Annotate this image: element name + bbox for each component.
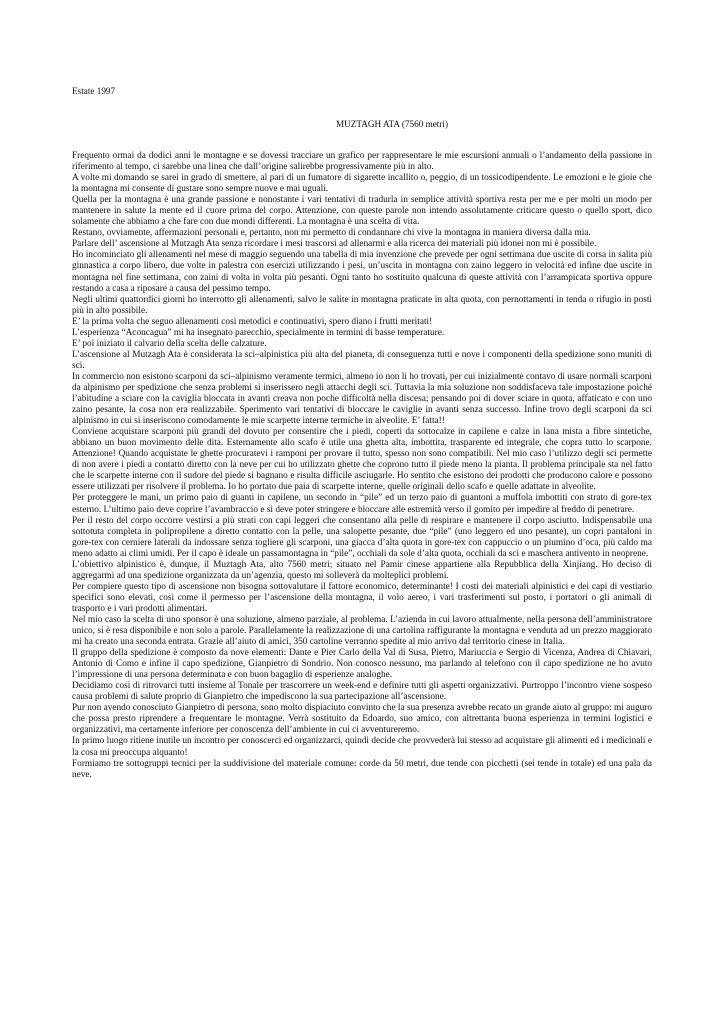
paragraph: Per proteggere le mani, un primo paio di guanti in capilene, un secondo in “pile” ed un terzo paio di guantoni a muffola imbottiti con strato di gore-tex esterno. L’ultimo paio deve coprire l’avambraccio e si deve poter stringere e bloccare alle estremità verso il gomito per impedire al freddo di penetrare. [72, 493, 652, 515]
paragraph: Restano, ovviamente, affermazioni personali e, pertanto, non mi permetto di condannare chi vive la montagna in maniera diversa dalla mia. [72, 228, 591, 239]
paragraph: Conviene acquistare scarponi più grandi del dovuto per consentire che i piedi, coperti da sottocalze in capilene e calze in lana mista a fibre sintetiche, abbiano un buon movimento delle dita. Esternamente allo scafo è utile una ghetta alta, imbottita, trasparente ed integrale, che copra tutto lo scarpone. Attenzione! Quando acquistate le ghette procuratevi i ramponi per provare il tutto, spesso non sono compatibili. Nel mio caso l’utilizzo degli sci permette di non avere i piedi a contatto diretto con la neve per cui ho utilizzato ghette che coprono tutto il piede meno la pianta. Il problema principale sta nel fatto che le scarpette interne con il sudore del piede si bagnano e risulta difficile asciugarle. Ho sentito che esistono dei prodotti che producono calore e possono essere utilizzati per risolvere il problema. Io ho portato due paia di scarpette interne, quelle originali dello scafo e quelle adattate in alveolite. [72, 427, 652, 493]
paragraph: Formiamo tre sottogruppi tecnici per la suddivisione del materiale comune: corde da 50 metri, due tende con picchetti (sei tende in totale) ed una pala da neve. [72, 758, 652, 780]
body-text [72, 151, 652, 781]
paragraph: Parlare dell’ ascensione al Mutzagh Ata senza ricordare i mesi trascorsi ad allenarmi e alla ricerca dei materiali più idonei non mi è possibile. [72, 239, 597, 250]
paragraph: Pur non avendo conosciuto Gianpietro di persona, sono molto dispiaciuto convinto che la sua presenza avrebbe recato un grande aiuto al gruppo: mi auguro che possa presto riprendere a frequentare le montagne. Verrà sostituito da Edoardo, suo amico, con altrettanta buona esperienza in termini logistici e organizzativi, ma certamente inferiore per conoscenza dell’ambiente in cui ci avventureremo. [72, 703, 652, 736]
paragraph: L’esperienza “Aconcagua” mi ha insegnato parecchio, specialmente in termini di basse temperature. [72, 327, 445, 338]
paragraph: E’ poi iniziato il calvario della scelta delle calzature. [72, 338, 267, 349]
paragraph: In primo luogo ritiene inutile un incontro per conoscerci ed organizzarci, quindi decide che provvederà lui stesso ad acquistare gli alimenti ed i medicinali e la cosa mi preoccupa alquanto! [72, 736, 652, 758]
paragraph: In commercio non esistono scarponi da sci–alpinismo veramente termici, almeno io non li ho trovati, per cui inizialmente contavo di usare normali scarponi da alpinismo per spedizione che senza problemi si inserissero negli attacchi degli sci. Tuttavia la mia soluzione non soddisfaceva tale impostazione poiché l’abitudine a sciare con la caviglia bloccata in avanti creava non poche difficoltà nella discesa; pensando poi di dover sciare in quota, affaticato e con uno zaino pesante, la cosa non era realizzabile. Sperimento vari tentativi di bloccare le caviglie in avanti senza successo. Infine trovo degli scarponi da sci alpinismo in cui si inseriscono comodamente le mie scarpette interne termiche in alveolite. E’ fatta!! [72, 371, 652, 427]
paragraph: A volte mi domando se sarei in grado di smettere, al pari di un fumatore di sigarette incallito o, peggio, di un tossicodipendente. Le emozioni e le gioie che la montagna mi consente di gustare sono sempre nuove e mai uguali. [72, 173, 652, 195]
header-date: Estate 1997 [72, 86, 116, 96]
paragraph: Per compiere questo tipo di ascensione non bisogna sottovalutare il fattore economico, determinante! I costi dei materiali alpinistici e dei capi di vestiario specifici sono elevati, così come il permesso per l’ascensione della montagna, il volo aereo, i vari trasferimenti sul posto, i portatori o gli animali di trasporto e i vari prodotti alimentari. [72, 581, 652, 614]
document-title: MUZTAGH ATA (7560 metri) [335, 119, 449, 129]
paragraph: Negli ultimi quattordici giorni ho interrotto gli allenamenti, salvo le salite in montagna praticate in alta quota, con pernottamenti in tenda o rifugio in posti più in alto possibile. [72, 294, 652, 316]
paragraph: Quella per la montagna è una grande passione e nonostante i vari tentativi di tradurla in semplice attività sportiva resta per me e per molti un modo per mantenere in salute la mente ed il cuore prima del corpo. Attenzione, con queste parole non intendo assolutamente criticare questo o quello sport, dico solamente che abbiamo a che fare con due mondi differenti. La montagna è una scelta di vita. [72, 195, 652, 228]
paragraph: Il gruppo della spedizione è composto da nove elementi: Dante e Pier Carlo della Val di Susa, Pietro, Mariuccia e Sergio di Vicenza, Andrea di Chiavari, Antonio di Como e infine il capo spedizione, Gianpietro di Sondrio. Non conosco nessuno, ma parlando al telefono con il capo spedizione ne ho avuto l’impressione di una persona determinata e con buon bagaglio di esperienze analoghe. [72, 648, 652, 681]
paragraph: Frequento ormai da dodici anni le montagne e se dovessi tracciare un grafico per rappresentare le mie escursioni annuali o l’andamento della passione in riferimento al tempo, ci sarebbe una linea che dall’origine salirebbe progressivamente più in alto. [72, 151, 652, 173]
paragraph: Ho incominciato gli allenamenti nel mese di maggio seguendo una tabella di mia invenzione che prevede per ogni settimana due uscite di corsa in salita più ginnastica a corpo libero, due volte in palestra con esercizi utilizzando i pesi, un’uscita in montagna con zaino leggero in velocità ed infine due uscite in montagna nel fine settimana, con zaini di volta in volta più pesanti. Ogni tanto ho sostituito qualcuna di queste attività con l’arrampicata sportiva oppure restando a casa a riposare a causa del pessimo tempo. [72, 250, 652, 294]
paragraph: Decidiamo così di ritrovarci tutti insieme al Tonale per trascorrere un week-end e definire tutti gli aspetti organizzativi. Purtroppo l’incontro viene sospeso causa problemi di salute proprio di Gianpietro che impediscono la sua partecipazione all’ascensione. [72, 681, 652, 703]
paragraph: L’ascensione al Mutzagh Ata è considerata la sci–alpinistica più alta del pianeta, di conseguenza tutti e nove i componenti della spedizione sono muniti di sci. [72, 349, 652, 371]
paragraph: Nel mio caso la scelta di uno sponsor è una soluzione, almeno parziale, al problema. L’azienda in cui lavoro attualmente, nella persona dell’amministratore unico, si è resa disponibile e non solo a parole. Parallelamente la realizzazione di una cartolina raffigurante la montagna e venduta ad un prezzo maggiorato mi ha creato una seconda entrata. Grazie all’aiuto di amici, 350 cartoline verranno spedite al mio arrivo dal territorio cinese in Italia. [72, 614, 652, 648]
paragraph: Per il resto del corpo occorre vestirsi a più strati con capi leggeri che consentano alla pelle di respirare e mantenere il corpo asciutto. Indispensabile una sottotuta completa in polipropilene a diretto contatto con la pelle, una salopette pesante, due “pile” (uno leggero ed uno pesante), un copri pantaloni in gore-tex con cerniere laterali da indossare senza togliere gli scarponi, una giacca d’alta quota in gore-tex con cappuccio o un piumino d’oca, più caldo ma meno adatto ai climi umidi. Per il capo è ideale un passamontagna in “pile”, occhiali da sole d’alta quota, occhiali da sci e maschera antivento in neoprene. [72, 515, 652, 559]
paragraph: L’obiettivo alpinistico è, dunque, il Muztagh Ata, alto 7560 metri; situato nel Pamir cinese appartiene alla Repubblica della Xinjiang. Ho deciso di aggregarmi ad una spedizione organizzata da un’agenzia, questo mi solleverà da molteplici problemi. [72, 559, 652, 581]
paragraph: E’ la prima volta che seguo allenamenti così metodici e continuativi, spero diano i frutti meritati! [72, 316, 433, 327]
